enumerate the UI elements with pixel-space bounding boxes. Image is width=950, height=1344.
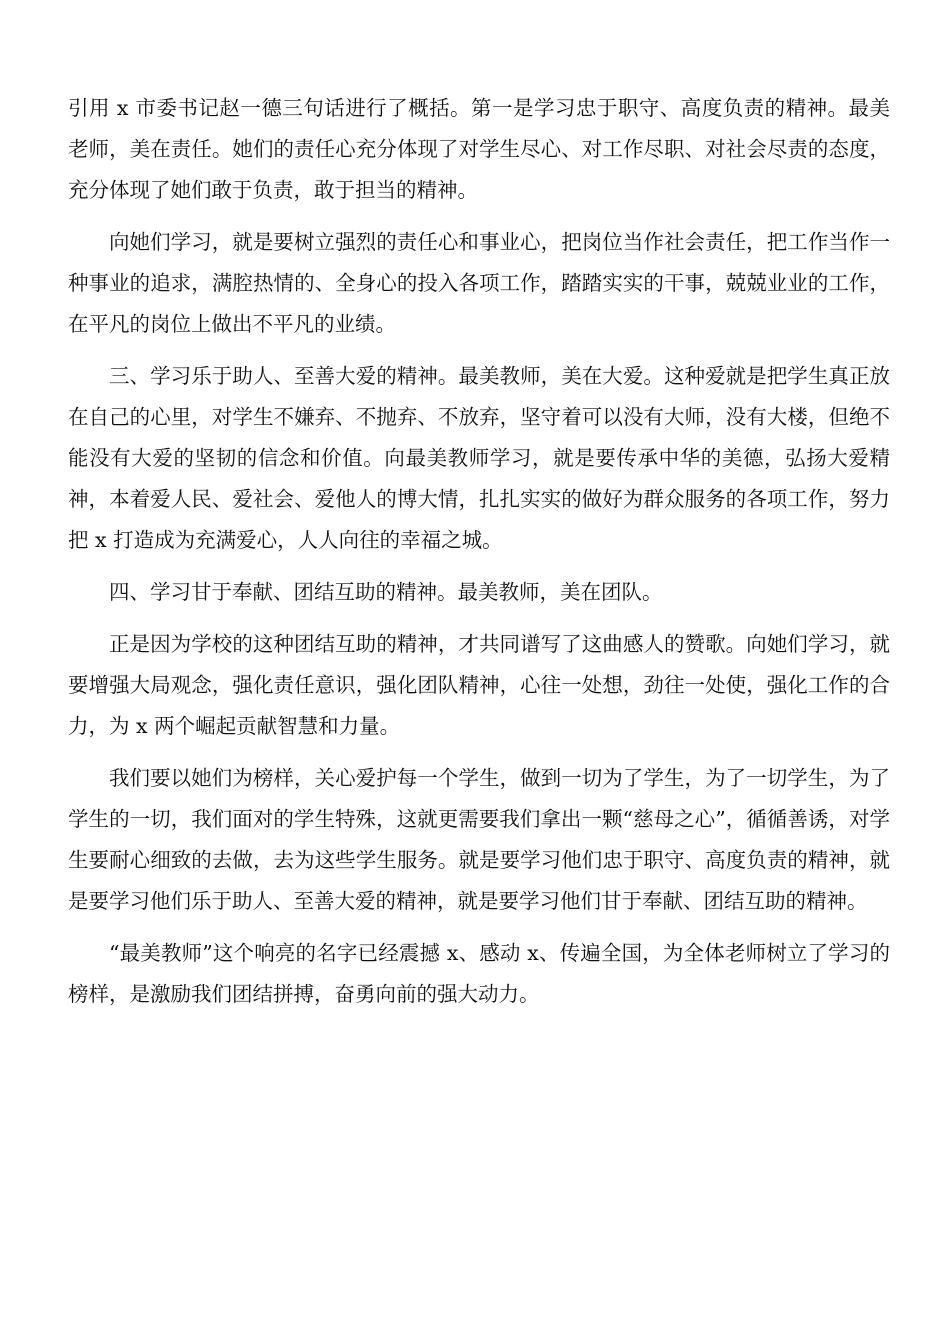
paragraph-1: 引用 x 市委书记赵一德三句话进行了概括。第一是学习忠于职守、高度负责的精神。最美老师，美在责任。她们的责任心充分体现了对学生尽心、对工作尽职、对社会尽责的态度，充分体现了她们敢于负责，敢于担当的精神。 bbox=[68, 96, 890, 202]
paragraph-4: 四、学习甘于奉献、团结互助的精神。最美教师，美在团队。 bbox=[109, 580, 663, 604]
paragraph-6: 我们要以她们为榜样，关心爱护每一个学生，做到一切为了学生，为了一切学生，为了学生的一切，我们面对的学生特殊，这就更需要我们拿出一颗“慈母之心”，循循善诱，对学生要耐心细致的去做，去为这些学生服务。就是要学习他们忠于职守、高度负责的精神，就是要学习他们乐于助人、至善大爱的精神，就是要学习他们甘于奉献、团结互助的精神。 bbox=[68, 766, 890, 913]
paragraph-7: “最美教师”这个响亮的名字已经震撼 x、感动 x、传遍全国，为全体老师树立了学习的榜样，是激励我们团结拼搏，奋勇向前的强大动力。 bbox=[68, 941, 890, 1006]
document-body bbox=[68, 88, 890, 1026]
paragraph-3: 三、学习乐于助人、至善大爱的精神。最美教师，美在大爱。这种爱就是把学生真正放在自己的心里，对学生不嫌弃、不抛弃、不放弃，坚守着可以没有大师，没有大楼，但绝不能没有大爱的坚韧的信念和价值。向最美教师学习，就是要传承中华的美德，弘扬大爱精神，本着爱人民、爱社会、爱他人的博大情，扎扎实实的做好为群众服务的各项工作，努力把 x 打造成为充满爱心，人人向往的幸福之城。 bbox=[68, 364, 890, 552]
paragraph-5: 正是因为学校的这种团结互助的精神，才共同谱写了这曲感人的赞歌。向她们学习，就要增强大局观念，强化责任意识，强化团队精神，心往一处想，劲往一处使，强化工作的合力，为 x 两个崛起贡献智慧和力量。 bbox=[68, 632, 890, 738]
paragraph-2: 向她们学习，就是要树立强烈的责任心和事业心，把岗位当作社会责任，把工作当作一种事业的追求，满腔热情的、全身心的投入各项工作，踏踏实实的干事，兢兢业业的工作，在平凡的岗位上做出不平凡的业绩。 bbox=[68, 230, 890, 336]
